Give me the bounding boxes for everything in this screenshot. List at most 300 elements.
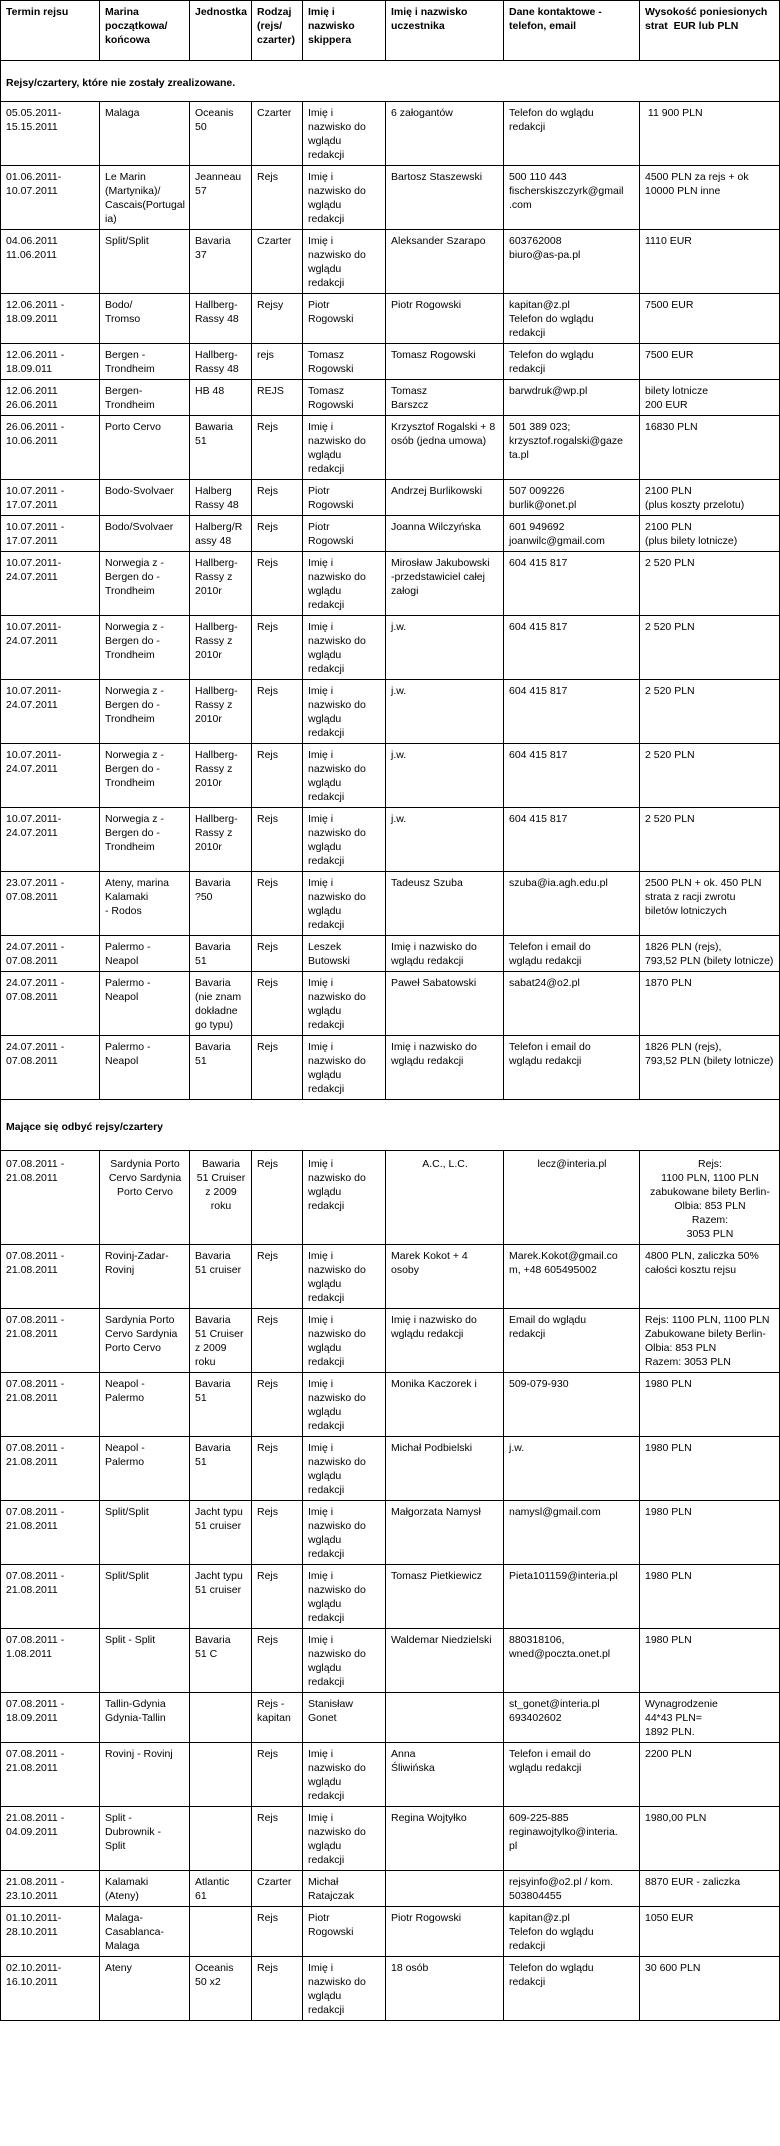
cell-marina: Norwegia z - Bergen do - Trondheim [100, 616, 190, 680]
cell-vessel: Bavaria (nie znam dokładne go typu) [190, 972, 252, 1036]
cell-type: Rejs [252, 1373, 303, 1437]
table-row [1, 1871, 780, 1907]
cell-marina: Neapol - Palermo [100, 1373, 190, 1437]
cell-participant [386, 1693, 504, 1743]
cell-participant: Piotr Rogowski [386, 1907, 504, 1957]
cell-vessel: Hallberg- Rassy z 2010r [190, 552, 252, 616]
cell-loss: 4800 PLN, zaliczka 50% całości kosztu rejsu [640, 1245, 780, 1309]
cell-vessel: Jeanneau 57 [190, 166, 252, 230]
cell-participant: Krzysztof Rogalski + 8 osób (jedna umowa) [386, 416, 504, 480]
cell-marina: Rovinj - Rovinj [100, 1743, 190, 1807]
cell-vessel: Oceanis 50 [190, 102, 252, 166]
cell-date: 21.08.2011 - 23.10.2011 [1, 1871, 100, 1907]
cell-contact: rejsyinfo@o2.pl / kom. 503804455 [504, 1871, 640, 1907]
cell-date: 21.08.2011 - 04.09.2011 [1, 1807, 100, 1871]
table-row [1, 230, 780, 294]
cell-marina: Split/Split [100, 1565, 190, 1629]
cell-type: Rejs [252, 1907, 303, 1957]
cell-marina: Tallin-Gdynia Gdynia-Tallin [100, 1693, 190, 1743]
cell-vessel: Bavaria 51 C [190, 1629, 252, 1693]
table-row [1, 1907, 780, 1957]
cell-loss: 1980,00 PLN [640, 1807, 780, 1871]
cell-loss: 2500 PLN + ok. 450 PLN strata z racji zwrotu biletów lotniczych [640, 872, 780, 936]
table-row [1, 808, 780, 872]
cell-skipper: Imię i nazwisko do wglądu redakcji [303, 416, 386, 480]
cell-vessel: Bavaria 51 [190, 1437, 252, 1501]
cell-marina: Porto Cervo [100, 416, 190, 480]
cell-loss: 2200 PLN [640, 1743, 780, 1807]
cell-skipper: Imię i nazwisko do wglądu redakcji [303, 872, 386, 936]
cell-contact: namysl@gmail.com [504, 1501, 640, 1565]
table-row [1, 1565, 780, 1629]
table-row [1, 344, 780, 380]
cell-type: Czarter [252, 102, 303, 166]
table-row [1, 480, 780, 516]
cell-contact: 604 415 817 [504, 808, 640, 872]
cell-contact: 604 415 817 [504, 680, 640, 744]
cell-type: Rejs [252, 1245, 303, 1309]
cell-skipper: Michał Ratajczak [303, 1871, 386, 1907]
cell-skipper: Piotr Rogowski [303, 1907, 386, 1957]
table-row [1, 872, 780, 936]
cell-participant: Michał Podbielski [386, 1437, 504, 1501]
cell-contact: Telefon i email do wglądu redakcji [504, 1743, 640, 1807]
cell-type: Rejs [252, 808, 303, 872]
cell-contact: Telefon i email do wglądu redakcji [504, 936, 640, 972]
cell-date: 07.08.2011 - 1.08.2011 [1, 1629, 100, 1693]
cell-contact: 501 389 023; krzysztof.rogalski@gaze ta.pl [504, 416, 640, 480]
cell-loss: 1980 PLN [640, 1629, 780, 1693]
cell-skipper: Imię i nazwisko do wglądu redakcji [303, 1437, 386, 1501]
cell-participant: Mirosław Jakubowski -przedstawiciel całej załogi [386, 552, 504, 616]
cell-skipper: Imię i nazwisko do wglądu redakcji [303, 1501, 386, 1565]
cell-date: 04.06.2011 11.06.2011 [1, 230, 100, 294]
cell-contact: 604 415 817 [504, 744, 640, 808]
table-row [1, 516, 780, 552]
column-header: Rodzaj (rejs/ czarter) [252, 1, 303, 61]
cell-contact: 604 415 817 [504, 552, 640, 616]
cell-date: 10.07.2011 - 17.07.2011 [1, 516, 100, 552]
cell-loss: Wynagrodzenie 44*43 PLN= 1892 PLN. [640, 1693, 780, 1743]
cell-participant: Waldemar Niedzielski [386, 1629, 504, 1693]
column-header: Marina początkowa/ końcowa [100, 1, 190, 61]
cell-contact: kapitan@z.pl Telefon do wglądu redakcji [504, 1907, 640, 1957]
cell-vessel: Bavaria 51 [190, 1036, 252, 1100]
cell-marina: Split/Split [100, 230, 190, 294]
cell-type: Rejs [252, 1309, 303, 1373]
cell-vessel: Bawaria 51 Cruiser z 2009 roku [190, 1151, 252, 1245]
cell-loss: 7500 EUR [640, 294, 780, 344]
cell-participant: Bartosz Staszewski [386, 166, 504, 230]
cell-skipper: Imię i nazwisko do wglądu redakcji [303, 808, 386, 872]
cell-participant: Aleksander Szarapo [386, 230, 504, 294]
cell-contact: Telefon do wglądu redakcji [504, 344, 640, 380]
table-row [1, 744, 780, 808]
cell-type: Rejs - kapitan [252, 1693, 303, 1743]
cell-marina: Kalamaki (Ateny) [100, 1871, 190, 1907]
cell-marina: Le Marin (Martynika)/ Cascais(Portugal ia) [100, 166, 190, 230]
cell-marina: Bodo-Svolvaer [100, 480, 190, 516]
cell-type: Rejs [252, 1036, 303, 1100]
cell-marina: Norwegia z - Bergen do - Trondheim [100, 552, 190, 616]
table-row [1, 1151, 780, 1245]
cell-marina: Sardynia Porto Cervo Sardynia Porto Cervo [100, 1151, 190, 1245]
table-row [1, 1693, 780, 1743]
cell-contact: 880318106, wned@poczta.onet.pl [504, 1629, 640, 1693]
cell-participant: Imię i nazwisko do wglądu redakcji [386, 1309, 504, 1373]
cell-contact: Pieta101159@interia.pl [504, 1565, 640, 1629]
cell-participant: j.w. [386, 616, 504, 680]
cell-contact: szuba@ia.agh.edu.pl [504, 872, 640, 936]
cell-date: 07.08.2011 - 21.08.2011 [1, 1309, 100, 1373]
cell-loss: 4500 PLN za rejs + ok 10000 PLN inne [640, 166, 780, 230]
cell-participant: Tadeusz Szuba [386, 872, 504, 936]
cell-loss: 11 900 PLN [640, 102, 780, 166]
cell-type: Rejs [252, 552, 303, 616]
cell-date: 07.08.2011 - 21.08.2011 [1, 1565, 100, 1629]
table-row [1, 616, 780, 680]
cell-participant: Anna Śliwińska [386, 1743, 504, 1807]
cell-type: Czarter [252, 1871, 303, 1907]
cell-loss: 2100 PLN (plus bilety lotnicze) [640, 516, 780, 552]
cell-date: 07.08.2011 - 21.08.2011 [1, 1743, 100, 1807]
cell-contact: 604 415 817 [504, 616, 640, 680]
cell-date: 12.06.2011 - 18.09.2011 [1, 294, 100, 344]
cell-contact: 601 949692 joanwilc@gmail.com [504, 516, 640, 552]
cell-date: 10.07.2011- 24.07.2011 [1, 744, 100, 808]
cell-date: 07.08.2011 - 21.08.2011 [1, 1151, 100, 1245]
cell-contact: 507 009226 burlik@onet.pl [504, 480, 640, 516]
cell-date: 10.07.2011 - 17.07.2011 [1, 480, 100, 516]
cell-type: Rejs [252, 1807, 303, 1871]
cell-vessel [190, 1743, 252, 1807]
cell-contact: 500 110 443 fischerskiszczyrk@gmail .com [504, 166, 640, 230]
cell-participant: Tomasz Barszcz [386, 380, 504, 416]
cell-loss: 1870 PLN [640, 972, 780, 1036]
cell-vessel: Halberg/R assy 48 [190, 516, 252, 552]
cell-participant: Piotr Rogowski [386, 294, 504, 344]
cell-skipper: Imię i nazwisko do wglądu redakcji [303, 744, 386, 808]
cell-loss: 2 520 PLN [640, 552, 780, 616]
cell-type: Rejs [252, 1437, 303, 1501]
cell-skipper: Tomasz Rogowski [303, 344, 386, 380]
cell-skipper: Imię i nazwisko do wglądu redakcji [303, 616, 386, 680]
cell-type: Rejs [252, 1743, 303, 1807]
cell-date: 26.06.2011 - 10.06.2011 [1, 416, 100, 480]
cell-participant [386, 1871, 504, 1907]
cell-vessel: Oceanis 50 x2 [190, 1957, 252, 2021]
cell-vessel: Jacht typu 51 cruiser [190, 1565, 252, 1629]
cell-date: 05.05.2011- 15.15.2011 [1, 102, 100, 166]
cell-skipper: Imię i nazwisko do wglądu redakcji [303, 972, 386, 1036]
cell-type: Rejs [252, 1501, 303, 1565]
table-row [1, 1309, 780, 1373]
cell-vessel: Bavaria 51 [190, 1373, 252, 1437]
table-row [1, 1245, 780, 1309]
cell-participant: 6 załogantów [386, 102, 504, 166]
cell-type: Rejs [252, 616, 303, 680]
cell-date: 01.06.2011- 10.07.2011 [1, 166, 100, 230]
table-row [1, 416, 780, 480]
table-row [1, 1957, 780, 2021]
cell-marina: Bergen- Trondheim [100, 380, 190, 416]
table-row [1, 1437, 780, 1501]
cell-vessel: Bavaria 37 [190, 230, 252, 294]
cell-type: Rejs [252, 1957, 303, 2021]
section-row [1, 61, 780, 102]
cell-skipper: Piotr Rogowski [303, 480, 386, 516]
cell-marina: Palermo - Neapol [100, 1036, 190, 1100]
cell-marina: Malaga [100, 102, 190, 166]
cell-type: Rejs [252, 872, 303, 936]
cell-skipper: Leszek Butowski [303, 936, 386, 972]
cell-type: Rejsy [252, 294, 303, 344]
cell-vessel [190, 1807, 252, 1871]
cell-participant: j.w. [386, 808, 504, 872]
cell-marina: Rovinj-Zadar- Rovinj [100, 1245, 190, 1309]
cell-participant: Tomasz Pietkiewicz [386, 1565, 504, 1629]
cell-contact: lecz@interia.pl [504, 1151, 640, 1245]
cell-marina: Split - Split [100, 1629, 190, 1693]
cell-loss: 1980 PLN [640, 1565, 780, 1629]
cell-contact: Telefon i email do wglądu redakcji [504, 1036, 640, 1100]
table-row [1, 680, 780, 744]
cell-type: Rejs [252, 936, 303, 972]
cell-type: Czarter [252, 230, 303, 294]
cell-marina: Bodo/ Tromso [100, 294, 190, 344]
cell-vessel: Halberg Rassy 48 [190, 480, 252, 516]
cell-marina: Split/Split [100, 1501, 190, 1565]
table-row [1, 552, 780, 616]
cell-contact: Email do wglądu redakcji [504, 1309, 640, 1373]
cell-type: Rejs [252, 744, 303, 808]
cell-date: 07.08.2011 - 21.08.2011 [1, 1501, 100, 1565]
cell-vessel: Hallberg- Rassy 48 [190, 344, 252, 380]
cell-loss: 30 600 PLN [640, 1957, 780, 2021]
cell-participant: Joanna Wilczyńska [386, 516, 504, 552]
cell-contact: barwdruk@wp.pl [504, 380, 640, 416]
cell-contact: Telefon do wglądu redakcji [504, 1957, 640, 2021]
cell-skipper: Imię i nazwisko do wglądu redakcji [303, 552, 386, 616]
cell-vessel: Hallberg- Rassy z 2010r [190, 744, 252, 808]
cell-loss: 1826 PLN (rejs), 793,52 PLN (bilety lotnicze) [640, 936, 780, 972]
cell-loss: bilety lotnicze 200 EUR [640, 380, 780, 416]
cell-skipper: Imię i nazwisko do wglądu redakcji [303, 1565, 386, 1629]
cell-skipper: Imię i nazwisko do wglądu redakcji [303, 1807, 386, 1871]
table-row [1, 1036, 780, 1100]
cell-date: 07.08.2011 - 21.08.2011 [1, 1373, 100, 1437]
cell-marina: Norwegia z - Bergen do - Trondheim [100, 808, 190, 872]
cell-marina: Ateny [100, 1957, 190, 2021]
cell-loss: 2 520 PLN [640, 744, 780, 808]
cell-skipper: Imię i nazwisko do wglądu redakcji [303, 1151, 386, 1245]
cell-date: 07.08.2011 - 21.08.2011 [1, 1437, 100, 1501]
column-header: Wysokość poniesionych strat EUR lub PLN [640, 1, 780, 61]
cell-date: 12.06.2011 - 18.09.011 [1, 344, 100, 380]
cell-skipper: Imię i nazwisko do wglądu redakcji [303, 230, 386, 294]
cell-skipper: Imię i nazwisko do wglądu redakcji [303, 1743, 386, 1807]
cell-loss: 2100 PLN (plus koszty przelotu) [640, 480, 780, 516]
cell-type: Rejs [252, 680, 303, 744]
cell-date: 01.10.2011- 28.10.2011 [1, 1907, 100, 1957]
cell-vessel: Hallberg- Rassy z 2010r [190, 616, 252, 680]
cell-type: Rejs [252, 1629, 303, 1693]
cell-type: Rejs [252, 416, 303, 480]
section-title: Rejsy/czartery, które nie zostały zrealizowane. [1, 61, 780, 102]
cell-marina: Sardynia Porto Cervo Sardynia Porto Cervo [100, 1309, 190, 1373]
cell-date: 24.07.2011 - 07.08.2011 [1, 936, 100, 972]
cell-loss: 16830 PLN [640, 416, 780, 480]
cell-date: 07.08.2011 - 21.08.2011 [1, 1245, 100, 1309]
cell-participant: Imię i nazwisko do wglądu redakcji [386, 936, 504, 972]
section-title: Mające się odbyć rejsy/czartery [1, 1100, 780, 1151]
cell-marina: Norwegia z - Bergen do - Trondheim [100, 680, 190, 744]
cell-loss: 2 520 PLN [640, 808, 780, 872]
cell-skipper: Imię i nazwisko do wglądu redakcji [303, 1629, 386, 1693]
cell-vessel: Bavaria 51 Cruiser z 2009 roku [190, 1309, 252, 1373]
cell-contact: j.w. [504, 1437, 640, 1501]
cell-type: Rejs [252, 516, 303, 552]
table-row [1, 1501, 780, 1565]
cell-skipper: Imię i nazwisko do wglądu redakcji [303, 102, 386, 166]
section-row [1, 1100, 780, 1151]
cell-marina: Malaga- Casablanca- Malaga [100, 1907, 190, 1957]
cell-vessel: Hallberg- Rassy z 2010r [190, 680, 252, 744]
cell-marina: Palermo - Neapol [100, 936, 190, 972]
cell-type: Rejs [252, 166, 303, 230]
cell-vessel: Bavaria 51 cruiser [190, 1245, 252, 1309]
cell-contact: 509-079-930 [504, 1373, 640, 1437]
cell-participant: Paweł Sabatowski [386, 972, 504, 1036]
cell-skipper: Imię i nazwisko do wglądu redakcji [303, 1373, 386, 1437]
table-row [1, 1743, 780, 1807]
cell-loss: 1826 PLN (rejs), 793,52 PLN (bilety lotnicze) [640, 1036, 780, 1100]
cell-loss: 1980 PLN [640, 1501, 780, 1565]
table-row [1, 1807, 780, 1871]
cell-marina: Neapol - Palermo [100, 1437, 190, 1501]
cell-participant: A.C., L.C. [386, 1151, 504, 1245]
cell-loss: 2 520 PLN [640, 680, 780, 744]
cell-loss: Rejs: 1100 PLN, 1100 PLN Zabukowane bilety Berlin- Olbia: 853 PLN Razem: 3053 PLN [640, 1309, 780, 1373]
table-row [1, 936, 780, 972]
cell-contact: kapitan@z.pl Telefon do wglądu redakcji [504, 294, 640, 344]
cell-participant: Marek Kokot + 4 osoby [386, 1245, 504, 1309]
cell-skipper: Imię i nazwisko do wglądu redakcji [303, 1036, 386, 1100]
column-header: Dane kontaktowe - telefon, email [504, 1, 640, 61]
cell-contact: st_gonet@interia.pl 693402602 [504, 1693, 640, 1743]
cell-date: 10.07.2011- 24.07.2011 [1, 616, 100, 680]
cell-skipper: Imię i nazwisko do wglądu redakcji [303, 1245, 386, 1309]
cell-participant: j.w. [386, 680, 504, 744]
table-row [1, 380, 780, 416]
cell-vessel: Jacht typu 51 cruiser [190, 1501, 252, 1565]
cell-date: 10.07.2011- 24.07.2011 [1, 808, 100, 872]
cell-type: Rejs [252, 1151, 303, 1245]
cell-skipper: Piotr Rogowski [303, 516, 386, 552]
cell-skipper: Imię i nazwisko do wglądu redakcji [303, 1309, 386, 1373]
table-header-row [1, 1, 780, 61]
cell-loss: Rejs: 1100 PLN, 1100 PLN zabukowane bilety Berlin- Olbia: 853 PLN Razem: 3053 PLN [640, 1151, 780, 1245]
cell-loss: 7500 EUR [640, 344, 780, 380]
cell-type: rejs [252, 344, 303, 380]
cell-marina: Split - Dubrownik - Split [100, 1807, 190, 1871]
cell-date: 24.07.2011 - 07.08.2011 [1, 972, 100, 1036]
cell-marina: Bodo/Svolvaer [100, 516, 190, 552]
cell-vessel: Bavaria 51 [190, 936, 252, 972]
cell-loss: 1980 PLN [640, 1373, 780, 1437]
cell-participant: Imię i nazwisko do wglądu redakcji [386, 1036, 504, 1100]
cell-vessel: Hallberg- Rassy z 2010r [190, 808, 252, 872]
cell-contact: Marek.Kokot@gmail.co m, +48 605495002 [504, 1245, 640, 1309]
cell-skipper: Tomasz Rogowski [303, 380, 386, 416]
cell-vessel: Bavaria ?50 [190, 872, 252, 936]
cell-participant: j.w. [386, 744, 504, 808]
cell-type: Rejs [252, 480, 303, 516]
cell-marina: Norwegia z - Bergen do - Trondheim [100, 744, 190, 808]
cell-skipper: Imię i nazwisko do wglądu redakcji [303, 680, 386, 744]
cell-type: Rejs [252, 972, 303, 1036]
cell-date: 10.07.2011- 24.07.2011 [1, 680, 100, 744]
table-row [1, 294, 780, 344]
cell-date: 02.10.2011- 16.10.2011 [1, 1957, 100, 2021]
cell-contact: 609-225-885 reginawojtylko@interia. pl [504, 1807, 640, 1871]
cell-vessel: Atlantic 61 [190, 1871, 252, 1907]
cell-participant: Monika Kaczorek i [386, 1373, 504, 1437]
table-row [1, 972, 780, 1036]
cell-vessel: Bawaria 51 [190, 416, 252, 480]
cell-vessel [190, 1907, 252, 1957]
cell-loss: 1050 EUR [640, 1907, 780, 1957]
cell-marina: Palermo - Neapol [100, 972, 190, 1036]
cell-type: REJS [252, 380, 303, 416]
cell-loss: 1980 PLN [640, 1437, 780, 1501]
cell-contact: 603762008 biuro@as-pa.pl [504, 230, 640, 294]
column-header: Termin rejsu [1, 1, 100, 61]
cell-skipper: Imię i nazwisko do wglądu redakcji [303, 166, 386, 230]
cell-vessel [190, 1693, 252, 1743]
table-row [1, 1373, 780, 1437]
cell-date: 24.07.2011 - 07.08.2011 [1, 1036, 100, 1100]
table-row [1, 102, 780, 166]
cell-loss: 1110 EUR [640, 230, 780, 294]
cell-loss: 8870 EUR - zaliczka [640, 1871, 780, 1907]
column-header: Jednostka [190, 1, 252, 61]
cell-contact: sabat24@o2.pl [504, 972, 640, 1036]
column-header: Imię i nazwisko uczestnika [386, 1, 504, 61]
cell-marina: Bergen - Trondheim [100, 344, 190, 380]
cell-participant: Andrzej Burlikowski [386, 480, 504, 516]
cell-participant: Regina Wojtyłko [386, 1807, 504, 1871]
cell-participant: Małgorzata Namysł [386, 1501, 504, 1565]
cell-skipper: Stanisław Gonet [303, 1693, 386, 1743]
column-header: Imię i nazwisko skippera [303, 1, 386, 61]
cell-vessel: HB 48 [190, 380, 252, 416]
cell-skipper: Piotr Rogowski [303, 294, 386, 344]
cell-date: 23.07.2011 - 07.08.2011 [1, 872, 100, 936]
cell-participant: 18 osób [386, 1957, 504, 2021]
table-row [1, 1629, 780, 1693]
cell-participant: Tomasz Rogowski [386, 344, 504, 380]
table-row [1, 166, 780, 230]
cell-date: 07.08.2011 - 18.09.2011 [1, 1693, 100, 1743]
cell-contact: Telefon do wglądu redakcji [504, 102, 640, 166]
cell-loss: 2 520 PLN [640, 616, 780, 680]
cell-type: Rejs [252, 1565, 303, 1629]
cell-date: 12.06.2011 26.06.2011 [1, 380, 100, 416]
cell-vessel: Hallberg- Rassy 48 [190, 294, 252, 344]
cell-date: 10.07.2011- 24.07.2011 [1, 552, 100, 616]
cell-skipper: Imię i nazwisko do wglądu redakcji [303, 1957, 386, 2021]
